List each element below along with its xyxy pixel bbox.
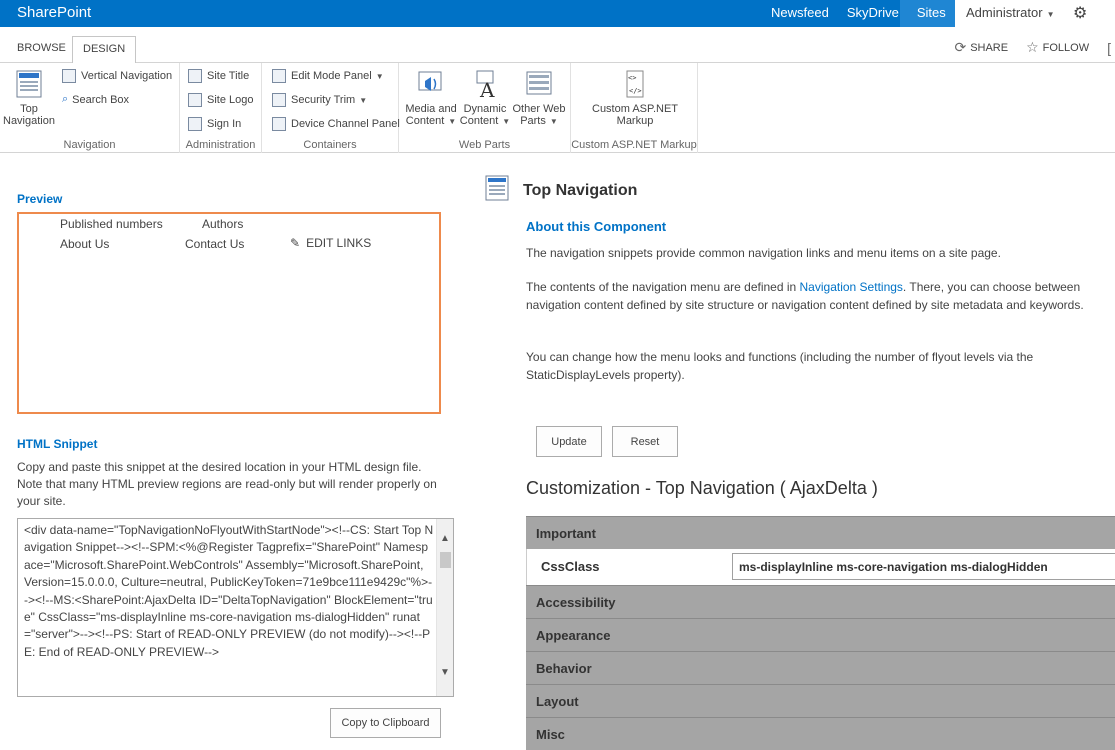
top-navigation-icon [15, 69, 43, 99]
focus-icon: [ [1107, 39, 1111, 56]
about-heading: About this Component [526, 219, 667, 234]
sign-in-button[interactable] [188, 117, 241, 131]
property-table [526, 516, 1115, 750]
snippet-description: Copy and paste this snippet at the desired location in your HTML design file. Note that many HTML preview regions are read-only but will render properly on your site. [17, 460, 437, 508]
custom-markup-label: Custom ASP.NET Markup [592, 103, 678, 127]
pencil-icon: ✎ [290, 236, 301, 250]
security-trim-button[interactable] [272, 93, 367, 107]
ribbon-group-custom-markup [571, 63, 698, 153]
about-paragraph-3: You can change how the menu looks and functions (including the number of flyout levels via the StaticDisplayLevels property). [526, 350, 1034, 382]
chevron-up-icon[interactable]: ▲ [440, 533, 450, 544]
para2-text-before: The contents of the navigation menu are defined in [526, 280, 800, 294]
suite-bar [0, 0, 1115, 27]
para2-text-after: . There, you can choose between navigation content defined by site structure or navigation content defined by site metadata and keywords. [526, 280, 1084, 312]
dynamic-content-label: Dynamic Content [459, 103, 507, 127]
chevron-down-icon: ▼ [359, 95, 368, 105]
vertical-navigation-icon [62, 69, 76, 83]
user-name: Administrator [966, 5, 1043, 20]
code-icon [621, 69, 649, 99]
security-trim-label: Security Trim [291, 94, 356, 106]
section-layout[interactable]: Layout [526, 684, 1115, 717]
ribbon-group-containers [262, 63, 399, 153]
media-content-label: Media and Content [405, 103, 457, 127]
site-logo-label: Site Logo [207, 94, 254, 106]
star-icon: ☆ [1026, 39, 1039, 55]
user-menu[interactable] [966, 5, 1055, 20]
gear-icon[interactable]: ⚙ [1073, 5, 1088, 22]
property-row-cssclass [526, 549, 1115, 585]
share-icon: ⟳ [954, 39, 967, 55]
snippet-textarea[interactable] [17, 518, 454, 697]
site-title-label: Site Title [207, 70, 250, 82]
cssclass-input[interactable]: ms-displayInline ms-core-navigation ms-dialogHidden [732, 553, 1115, 580]
ribbon-group-web-parts [399, 63, 571, 153]
edit-links-button[interactable] [290, 236, 371, 250]
about-paragraph-1: The navigation snippets provide common navigation links and menu items on a site page. [526, 246, 1001, 260]
nav-link-about-us[interactable]: About Us [60, 237, 110, 251]
security-trim-icon [272, 93, 286, 107]
copy-to-clipboard-button[interactable]: Copy to Clipboard [330, 708, 441, 738]
about-paragraph-2 [526, 278, 1111, 314]
other-web-parts-icon [525, 69, 553, 99]
site-title-icon [188, 69, 202, 83]
preview-heading: Preview [17, 192, 63, 206]
edit-mode-panel-icon [272, 69, 286, 83]
site-logo-button[interactable] [188, 93, 253, 107]
other-web-parts-label: Other Web Parts [512, 103, 566, 127]
suite-link-sites[interactable]: Sites [916, 5, 946, 20]
preview-box [17, 212, 441, 414]
sign-in-icon [188, 117, 202, 131]
section-behavior[interactable]: Behavior [526, 651, 1115, 684]
section-accessibility[interactable]: Accessibility [526, 585, 1115, 618]
snippet-code: <div data-name="TopNavigationNoFlyoutWithStartNode"><!--CS: Start Top Navigation Snippet--><!--SPM:<%@Register Tagprefix="SharePoint" Namespace="Microsoft.SharePoint.WebControls" Assembly="Microsoft.SharePoint, Version=15.0.0.0, Culture=neutral, PublicKeyToken=71e9bce111e9429c"%>--><!--MS:<SharePoint:AjaxDelta ID="DeltaTopNavigation" BlockElement="true" CssClass="ms-displayInline ms-core-navigation ms-dialogHidden" runat="server">--><!--PS: Start of READ-ONLY PREVIEW (do not modify)--><!--PE: End of READ-ONLY PREVIEW--> [24, 523, 434, 659]
chevron-down-icon: ▼ [1046, 10, 1055, 19]
section-appearance[interactable]: Appearance [526, 618, 1115, 651]
component-title: Top Navigation [523, 182, 638, 199]
ribbon [0, 63, 1115, 153]
edit-links-label: EDIT LINKS [306, 236, 372, 250]
suite-link-newsfeed[interactable]: Newsfeed [771, 5, 829, 20]
device-channel-panel-icon [272, 117, 286, 131]
nav-link-authors[interactable]: Authors [202, 217, 244, 231]
ribbon-group-navigation [0, 63, 180, 153]
web-parts-group-label: Web Parts [458, 139, 511, 151]
site-title-button[interactable] [188, 69, 249, 83]
dynamic-content-button[interactable] [459, 69, 511, 128]
share-label: SHARE [970, 41, 1009, 54]
edit-mode-panel-button[interactable] [272, 69, 384, 83]
dynamic-content-icon [471, 69, 499, 99]
top-navigation-button[interactable] [2, 69, 56, 127]
chevron-down-icon: ▼ [502, 117, 511, 126]
navigation-group-label: Navigation [63, 139, 116, 151]
search-box-button[interactable] [62, 93, 129, 106]
brand-title[interactable]: SharePoint [17, 4, 92, 21]
chevron-down-icon: ▼ [549, 117, 558, 126]
chevron-down-icon[interactable]: ▼ [440, 667, 450, 678]
follow-button[interactable] [1026, 39, 1089, 56]
chevron-down-icon: ▼ [375, 71, 384, 81]
customization-title: Customization - Top Navigation ( AjaxDelta ) [526, 478, 878, 498]
section-misc[interactable]: Misc [526, 717, 1115, 750]
vertical-navigation-button[interactable] [62, 69, 172, 83]
nav-link-published-numbers[interactable]: Published numbers [60, 217, 163, 231]
tab-design[interactable]: DESIGN [72, 36, 136, 64]
focus-button[interactable] [1107, 40, 1115, 56]
share-button[interactable] [954, 39, 1008, 56]
containers-group-label: Containers [303, 139, 357, 151]
ribbon-tab-row [0, 27, 1115, 63]
share-follow-bar [954, 39, 1115, 56]
svg-text:<>: <> [628, 74, 637, 82]
ribbon-group-administration [180, 63, 262, 153]
nav-link-contact-us[interactable]: Contact Us [185, 237, 245, 251]
svg-text:A: A [480, 78, 495, 99]
media-content-button[interactable] [403, 69, 459, 128]
edit-mode-panel-label: Edit Mode Panel [291, 70, 372, 82]
search-box-label: Search Box [72, 93, 130, 106]
navigation-settings-link[interactable]: Navigation Settings [799, 280, 903, 294]
vertical-navigation-label: Vertical Navigation [81, 70, 173, 82]
device-channel-panel-button[interactable] [272, 117, 400, 131]
update-button[interactable]: Update [536, 426, 602, 457]
section-important[interactable]: Important [526, 516, 1115, 549]
snippet-heading: HTML Snippet [17, 437, 98, 451]
device-channel-panel-label: Device Channel Panel [291, 118, 400, 130]
snippet-scrollbar[interactable] [436, 519, 453, 696]
tab-browse[interactable]: BROWSE [17, 42, 66, 54]
suite-links [755, 5, 946, 20]
administration-group-label: Administration [185, 139, 256, 151]
cssclass-label: CssClass [541, 559, 600, 574]
top-navigation-label: Top Navigation [3, 103, 55, 127]
chevron-down-icon: ▼ [448, 117, 457, 126]
scrollbar-thumb[interactable] [440, 552, 451, 568]
svg-text:</>: </> [629, 87, 642, 95]
sign-in-label: Sign In [207, 118, 242, 130]
reset-button[interactable]: Reset [612, 426, 678, 457]
suite-link-skydrive[interactable]: SkyDrive [846, 5, 899, 20]
custom-markup-group-label: Custom ASP.NET Markup [571, 139, 697, 151]
custom-markup-button[interactable] [579, 69, 691, 127]
component-icon [485, 175, 511, 201]
search-icon: ⌕ [62, 93, 69, 105]
media-icon [417, 69, 445, 99]
user-area [955, 0, 1115, 27]
site-logo-icon [188, 93, 202, 107]
follow-label: FOLLOW [1042, 41, 1090, 54]
other-web-parts-button[interactable] [511, 69, 567, 128]
